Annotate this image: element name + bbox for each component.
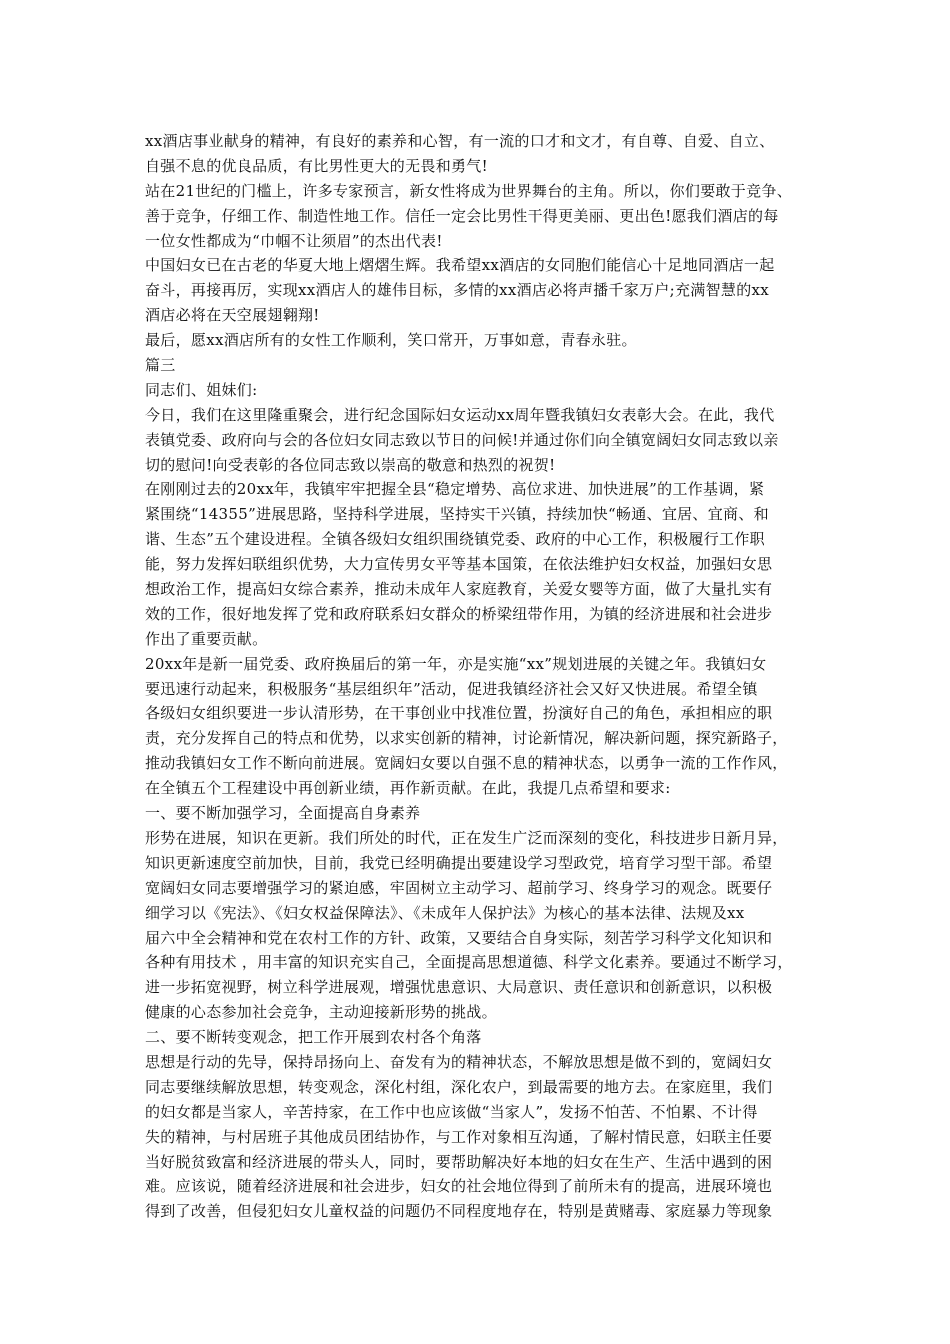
text-line: 酒店必将在天空展翅翱翔! bbox=[145, 306, 320, 325]
text-line: 表镇党委、政府向与会的各位妇女同志致以节日的问候!并通过你们向全镇宽阔妇女同志致以亲 bbox=[145, 430, 779, 449]
text-line: 在全镇五个工程建设中再创新业绩，再作新贡献。在此，我提几点希望和要求: bbox=[145, 779, 671, 798]
text-line: 要迅速行动起来，积极服务“基层组织年”活动，促进我镇经济社会又好又快进展。希望全镇 bbox=[145, 679, 758, 698]
text-line: 奋斗，再接再厉，实现xx酒店人的雄伟目标，多情的xx酒店必将声播千家万户;充满智慧的xx bbox=[145, 281, 770, 300]
document-body bbox=[145, 129, 817, 1224]
text-line: 形势在进展，知识在更新。我们所处的时代，正在发生广泛而深刻的变化，科技进步日新月异， bbox=[145, 828, 788, 847]
text-line: 各级妇女组织要进一步认清形势，在干事创业中找准位置，扮演好自己的角色，承担相应的职 bbox=[145, 704, 773, 723]
text-line: 紧围绕“14355”进展思路，坚持科学进展，坚持实干兴镇，持续加快“畅通、宜居、宜商、和 bbox=[145, 505, 769, 524]
text-line: 届六中全会精神和党在农村工作的方针、政策，又要结合自身实际，刻苦学习科学文化知识和 bbox=[145, 928, 773, 947]
text-line: 思想是行动的先导，保持昂扬向上、奋发有为的精神状态，不解放思想是做不到的，宽阔妇女 bbox=[145, 1052, 773, 1071]
text-line: 谐、生态”五个建设进程。全镇各级妇女组织围绕镇党委、政府的中心工作，积极履行工作职 bbox=[145, 530, 765, 549]
text-line: 健康的心态参加社会竞争，主动迎接新形势的挑战。 bbox=[145, 1003, 497, 1022]
text-line: 进一步拓宽视野，树立科学进展观，增强忧患意识、大局意识、责任意识和创新意识，以积极 bbox=[145, 978, 773, 997]
text-line: 细学习以《宪法》、《妇女权益保障法》、《未成年人保护法》为核心的基本法律、法规及xx bbox=[145, 903, 745, 922]
text-line: 今日，我们在这里隆重聚会，进行纪念国际妇女运动xx周年暨我镇妇女表彰大会。在此，我代 bbox=[145, 405, 775, 424]
text-line: 篇三 bbox=[145, 356, 176, 375]
text-line: 站在21世纪的门槛上，许多专家预言，新女性将成为世界舞台的主角。所以，你们要敢于竞争、 bbox=[145, 181, 792, 200]
text-line: 最后，愿xx酒店所有的女性工作顺利，笑口常开，万事如意，青春永驻。 bbox=[145, 331, 637, 350]
text-line: 的妇女都是当家人，辛苦持家，在工作中也应该做“当家人”，发扬不怕苦、不怕累、不计得 bbox=[145, 1102, 758, 1121]
text-line: 推动我镇妇女工作不断向前进展。宽阔妇女要以自强不息的精神状态，以勇争一流的工作作风， bbox=[145, 754, 788, 773]
text-line: 20xx年是新一届党委、政府换届后的第一年，亦是实施“xx”规划进展的关键之年。我镇妇女 bbox=[145, 654, 767, 673]
text-line: 自强不息的优良品质，有比男性更大的无畏和勇气! bbox=[145, 156, 488, 175]
text-line: 得到了改善，但侵犯妇女儿童权益的问题仍不同程度地存在，特别是黄赌毒、家庭暴力等现象 bbox=[145, 1202, 773, 1221]
text-line: 各种有用技术 ，用丰富的知识充实自己，全面提高思想道德、科学文化素养。要通过不断学习， bbox=[145, 953, 793, 972]
text-line: 责，充分发挥自己的特点和优势，以求实创新的精神，讨论新情况，解决新问题，探究新路子， bbox=[145, 729, 788, 748]
text-line: 失的精神，与村居班子其他成员团结协作，与工作对象相互沟通，了解村情民意，妇联主任要 bbox=[145, 1127, 773, 1146]
text-line: 想政治工作，提高妇女综合素养，推动未成年人家庭教育，关爱女婴等方面，做了大量扎实有 bbox=[145, 580, 773, 599]
text-line: 能，努力发挥妇联组织优势，大力宣传男女平等基本国策，在依法维护妇女权益，加强妇女思 bbox=[145, 555, 773, 574]
text-line: 知识更新速度空前加快，目前，我党已经明确提出要建设学习型政党，培育学习型干部。希望 bbox=[145, 853, 773, 872]
text-line: 中国妇女已在古老的华夏大地上熠熠生辉。我希望xx酒店的女同胞们能信心十足地同酒店一起 bbox=[145, 256, 775, 275]
text-line: 作出了重要贡献。 bbox=[145, 629, 268, 648]
text-line: 二、要不断转变观念，把工作开展到农村各个角落 bbox=[145, 1028, 482, 1047]
text-line: 当好脱贫致富和经济进展的带头人，同时，要帮助解决好本地的妇女在生产、生活中遇到的困 bbox=[145, 1152, 773, 1171]
text-line: 效的工作，很好地发挥了党和政府联系妇女群众的桥梁纽带作用，为镇的经济进展和社会进步 bbox=[145, 604, 773, 623]
text-line: 难。应该说，随着经济进展和社会进步，妇女的社会地位得到了前所未有的提高，进展环境也 bbox=[145, 1177, 773, 1196]
text-line: xx酒店事业献身的精神，有良好的素养和心智，有一流的口才和文才，有自尊、自爱、自立、 bbox=[145, 132, 775, 150]
text-line: 宽阔妇女同志要增强学习的紧迫感，牢固树立主动学习、超前学习、终身学习的观念。既要仔 bbox=[145, 878, 773, 897]
text-line: 一位女性都成为“巾帼不让须眉”的杰出代表! bbox=[145, 231, 443, 250]
text-line: 在刚刚过去的20xx年，我镇牢牢把握全县“稳定增势、高位求进、加快进展”的工作基调，紧 bbox=[145, 480, 765, 499]
text-line: 一、要不断加强学习，全面提高自身素养 bbox=[145, 804, 421, 823]
text-line: 善于竞争，仔细工作、制造性地工作。信任一定会比男性干得更美丽、更出色!愿我们酒店的每 bbox=[145, 206, 779, 225]
text-line: 切的慰问!向受表彰的各位同志致以崇高的敬意和热烈的祝贺! bbox=[145, 455, 556, 474]
text-line: 同志们、姐妹们: bbox=[145, 380, 258, 399]
text-line: 同志要继续解放思想，转变观念，深化村组，深化农户，到最需要的地方去。在家庭里，我们 bbox=[145, 1077, 773, 1096]
